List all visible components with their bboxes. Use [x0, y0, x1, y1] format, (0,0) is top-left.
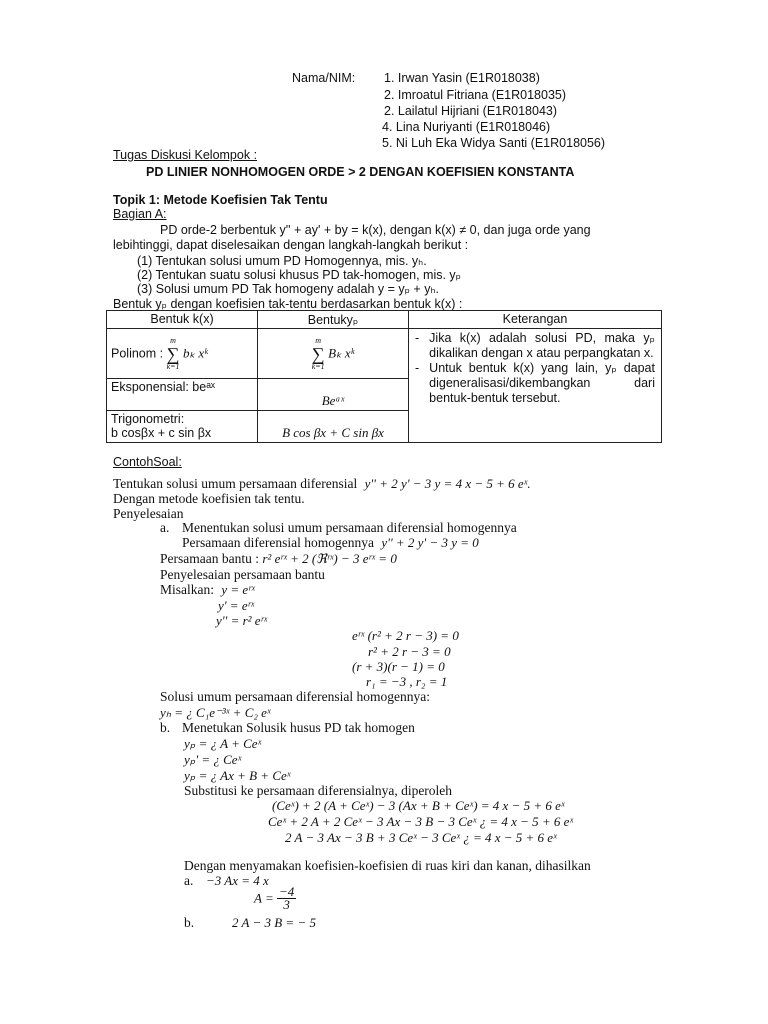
polinom-label: Polinom :: [111, 345, 164, 360]
section-label: Bagian A:: [113, 207, 167, 221]
suppose-label: Misalkan: y = eʳˣ: [160, 582, 255, 597]
solve-1: eʳˣ (r² + 2 r − 3) = 0: [352, 628, 459, 643]
step-1: (1) Tentukan solusi umum PD Homogennya, mis. yₕ.: [137, 254, 427, 268]
cell-polinom: [107, 329, 258, 379]
yp-1: yₚ = ¿ A + Ceˣ: [184, 736, 262, 751]
homogeneous-solution-label: Solusi umum persamaan diferensial homogennya:: [160, 689, 430, 704]
part-b-text: Menetukan Solusik husus PD tak homogen: [182, 720, 415, 735]
aux-equation: Persamaan bantu : r² eʳˣ + 2 (ℜʳˣ) − 3 eʳˣ = 0: [160, 551, 397, 566]
polinom-yp-term: Bₖ xᵏ: [328, 344, 355, 360]
part-a-label: a.: [160, 520, 170, 535]
part-a-sub: Persamaan diferensial homogennya y'' + 2 y' − 3 y = 0: [182, 535, 479, 550]
member-2: 2. Imroatul Fitriana (E1R018035): [384, 88, 567, 102]
table-intro: Bentuk yₚ dengan koefisien tak-tentu berdasarkan bentuk k(x) :: [113, 297, 463, 311]
step-3: (3) Solusi umum PD Tak homogeny adalah y = yₚ + yₕ.: [137, 282, 439, 296]
cell-polinom-yp: m ∑ k=1 Bₖ xᵏ: [258, 329, 409, 379]
example-line-2: Dengan metode koefisien tak tentu.: [113, 491, 305, 506]
example-title: ContohSoal:: [113, 455, 182, 469]
sub-eq-1: (Ceˣ) + 2 (A + Ceˣ) − 3 (Ax + B + Ceˣ) = 4 x − 5 + 6 eˣ: [272, 798, 565, 813]
step-2: (2) Tentukan suatu solusi khusus PD tak-homogen, mis. yₚ: [137, 268, 462, 282]
polinom-term: bₖ xᵏ: [183, 344, 208, 360]
col-header-k: Bentuk k(x): [107, 311, 258, 329]
coef-a-label: a.: [184, 873, 194, 888]
member-1: 1. Irwan Yasin (E1R018038): [384, 71, 540, 85]
coef-a-eq: −3 Ax = 4 x: [206, 873, 269, 888]
yp-2: yₚ' = ¿ Ceˣ: [184, 752, 242, 767]
part-b-label: b.: [160, 720, 171, 735]
substitution-label: Substitusi ke persamaan diferensialnya, diperoleh: [184, 783, 453, 798]
assignment-label: Tugas Diskusi Kelompok :: [113, 148, 258, 162]
coef-a-result: A = $\frac{-4}{3}$: [254, 884, 295, 912]
part-a-text: Menentukan solusi umum persamaan diferensial homogennya: [182, 520, 517, 535]
member-4: 4. Lina Nuriyanti (E1R018046): [382, 120, 551, 134]
coef-b-label: b.: [184, 915, 195, 930]
solve-2: r² + 2 r − 3 = 0: [368, 644, 451, 659]
cell-exponential: Eksponensial: beᵃˣ: [107, 379, 258, 411]
example-line-3: Penyelesaian: [113, 506, 184, 521]
intro-line-2: lebihtinggi, dapat diselesaikan dengan langkah-langkah berikut :: [113, 238, 469, 252]
solve-3: (r + 3)(r − 1) = 0: [352, 659, 445, 674]
note-1: Jika k(x) adalah solusi PD, maka yₚ dikalikan dengan x atau perpangkatan x.: [429, 331, 655, 360]
cell-notes: - Jika k(x) adalah solusi PD, maka yₚ dikalikan dengan x atau perpangkatan x. - Untuk bentuk k(x) yang lain, yₚ dapat digeneralisasi/dikembangkan dari bentuk-bentuk tersebut.: [409, 329, 662, 443]
example-line-1: Tentukan solusi umum persamaan diferensial y'' + 2 y' − 3 y = 4 x − 5 + 6 eˣ.: [113, 476, 531, 491]
col-header-yp: Bentukyₚ: [258, 311, 409, 329]
sum-symbol: m ∑ k=1: [166, 335, 180, 371]
suppose-2: y' = eʳˣ: [218, 598, 255, 613]
col-header-notes: Keterangan: [409, 311, 662, 329]
note-2: Untuk bentuk k(x) yang lain, yₚ dapat digeneralisasi/dikembangkan dari bentuk-bentuk tersebut.: [429, 361, 655, 405]
sub-eq-2: Ceˣ + 2 A + 2 Ceˣ − 3 Ax − 3 B − 3 Ceˣ ¿ = 4 x − 5 + 6 eˣ: [268, 814, 574, 829]
name-label: Nama/NIM:: [292, 71, 356, 85]
topic-title: Topik 1: Metode Koefisien Tak Tentu: [113, 193, 328, 207]
yp-3: yₚ = ¿ Ax + B + Ceˣ: [184, 768, 291, 783]
member-5: 5. Ni Luh Eka Widya Santi (E1R018056): [382, 136, 606, 150]
coefficient-table: [106, 310, 662, 443]
intro-line-1: PD orde-2 berbentuk y'' + ay' + by = k(x), dengan k(x) ≠ 0, dan juga orde yang: [160, 223, 591, 237]
cell-trig: Trigonometri: b cosβx + c sin βx: [107, 411, 258, 443]
member-3: 2. Lailatul Hijriani (E1R018043): [384, 104, 558, 118]
suppose-3: y'' = r² eʳˣ: [216, 613, 268, 628]
yh-equation: yₕ = ¿ C₁e⁻³ˣ + C₂ eˣ: [160, 705, 271, 720]
sub-eq-3: 2 A − 3 Ax − 3 B + 3 Ceˣ − 3 Ceˣ ¿ = 4 x − 5 + 6 eˣ: [285, 830, 557, 845]
cell-exponential-yp: Beᵃˣ: [258, 379, 409, 411]
coef-b-eq: 2 A − 3 B = − 5: [232, 915, 316, 930]
cell-trig-yp: B cos βx + C sin βx: [258, 411, 409, 443]
compare-label: Dengan menyamakan koefisien-koefisien di ruas kiri dan kanan, dihasilkan: [184, 858, 591, 873]
solve-4: r₁ = −3 , r₂ = 1: [366, 674, 448, 689]
main-title: PD LINIER NONHOMOGEN ORDE > 2 DENGAN KOEFISIEN KONSTANTA: [146, 165, 575, 179]
aux-solution-label: Penyelesaian persamaan bantu: [160, 567, 325, 582]
